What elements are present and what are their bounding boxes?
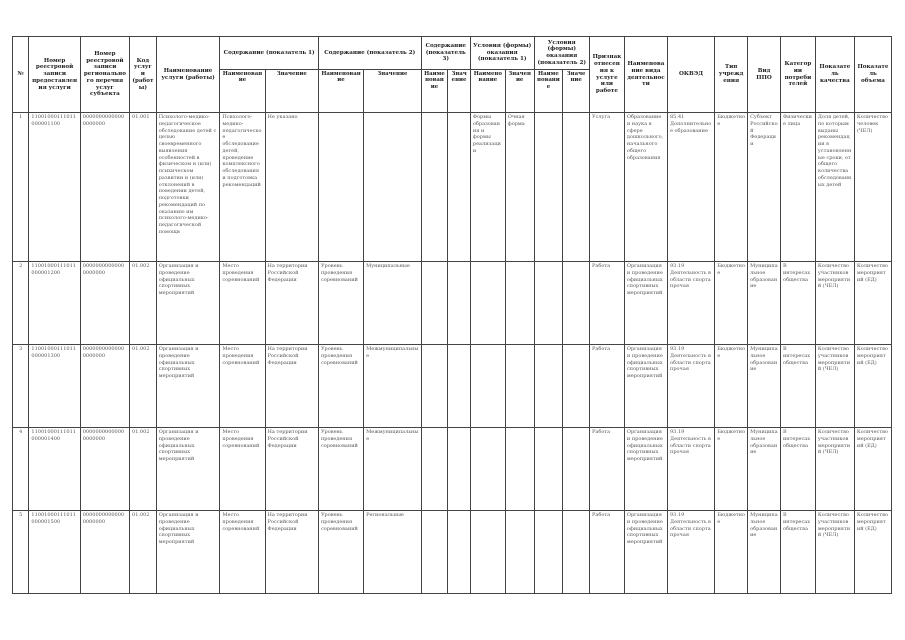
cell-cond2-value: [563, 262, 590, 345]
cell-consumers: В интересах общества: [780, 428, 815, 511]
cell-cond2-value: [563, 113, 590, 262]
cell-num: 3: [13, 345, 29, 428]
header-cond2-value: Значение: [563, 70, 590, 113]
cell-c2-name: Уровень проведения соревнований: [318, 428, 363, 511]
cell-volume: Количество человек (ЧЕЛ): [854, 113, 891, 262]
cell-activity: Организация и проведение официальных спортивных мероприятий: [624, 428, 667, 511]
cell-c1-value: На территории Российской Федерации: [265, 345, 318, 428]
cell-quality: Доля детей, по которым выданы рекомендации в установленные сроки, от общего количества обследованных детей: [815, 113, 854, 262]
header-activity: Наименование вида деятельности: [624, 37, 667, 113]
cell-name: Организация и проведение официальных спортивных мероприятий: [156, 428, 220, 511]
cell-c3-value: [448, 113, 471, 262]
cell-cond1-value: Очная форма: [505, 113, 534, 262]
cell-quality: Количество участников мероприятий (ЧЕЛ): [815, 511, 854, 594]
cell-cond2-name: [534, 113, 563, 262]
cell-c2-name: Уровень проведения соревнований: [318, 511, 363, 594]
cell-num: 4: [13, 428, 29, 511]
header-c3-name: Наименование: [421, 70, 448, 113]
cell-quality: Количество участников мероприятий (ЧЕЛ): [815, 428, 854, 511]
header-consumers: Категории потребителей: [780, 37, 815, 113]
cell-reg-number-subject: 00000000000000000000: [80, 428, 129, 511]
cell-num: 2: [13, 262, 29, 345]
cell-c3-value: [448, 345, 471, 428]
cell-cond1-value: [505, 428, 534, 511]
cell-name: Организация и проведение официальных спортивных мероприятий: [156, 262, 220, 345]
cell-cond1-name: [470, 511, 505, 594]
cell-supply: Бюджетное: [715, 345, 748, 428]
cell-reg-number-subject: 00000000000000000000: [80, 262, 129, 345]
header-volume: Показатель объема: [854, 37, 891, 113]
cell-cond1-name: Формы образования и формы реализации: [470, 113, 505, 262]
cell-ppo: Муниципальное образование: [748, 511, 781, 594]
cell-quality: Количество участников мероприятий (ЧЕЛ): [815, 262, 854, 345]
cell-okved: 93.19 Деятельность в области спорта прочая: [668, 262, 715, 345]
cell-activity: Организация и проведение официальных спортивных мероприятий: [624, 345, 667, 428]
cell-consumers: В интересах общества: [780, 262, 815, 345]
cell-cond2-value: [563, 511, 590, 594]
cell-c2-value: Межмуниципальные: [364, 345, 422, 428]
cell-ppo: Муниципальное образование: [748, 428, 781, 511]
cell-c2-name: Уровень проведения соревнований: [318, 262, 363, 345]
cell-c3-name: [421, 113, 448, 262]
header-c2-name: Наименование: [318, 70, 363, 113]
cell-c1-name: Психолого-медико-педагогическое обследование детей, проведение комплексного обследования и подготовка рекомендаций: [220, 113, 265, 262]
cell-cond1-name: [470, 262, 505, 345]
header-c3-value: Значение: [448, 70, 471, 113]
cell-okved: 93.19 Деятельность в области спорта прочая: [668, 345, 715, 428]
header-reg-number: Номер реестровой записи предоставления услуги: [29, 37, 80, 113]
cell-cond1-value: [505, 262, 534, 345]
cell-c1-value: Не указано: [265, 113, 318, 262]
cell-type: Работа: [589, 262, 624, 345]
cell-c1-name: Место проведения соревнований: [220, 345, 265, 428]
cell-cond1-value: [505, 345, 534, 428]
cell-type: Услуга: [589, 113, 624, 262]
header-content1: Содержание (показатель 1): [220, 37, 319, 70]
cell-activity: Организация и проведение официальных спортивных мероприятий: [624, 262, 667, 345]
header-c1-name: Наименование: [220, 70, 265, 113]
cell-quality: Количество участников мероприятий (ЧЕЛ): [815, 345, 854, 428]
cell-type: Работа: [589, 345, 624, 428]
cell-type: Работа: [589, 428, 624, 511]
header-content3: Содержание (показатель 3): [421, 37, 470, 70]
header-content2: Содержание (показатель 2): [318, 37, 421, 70]
cell-c2-value: Межмуниципальные: [364, 428, 422, 511]
cell-reg-number-subject: 00000000000000000000: [80, 511, 129, 594]
cell-code: 01.002: [130, 345, 157, 428]
cell-c3-name: [421, 262, 448, 345]
cell-cond2-value: [563, 345, 590, 428]
header-num: №: [13, 37, 29, 113]
cell-cond1-name: [470, 428, 505, 511]
header-cond1-name: Наименование: [470, 70, 505, 113]
cell-cond2-name: [534, 262, 563, 345]
cell-reg-number-subject: 00000000000000000000: [80, 113, 129, 262]
cell-activity: Образование и наука в сфере дошкольного, начального общего образования: [624, 113, 667, 262]
cell-c2-value: [364, 113, 422, 262]
header-code: Код услуги (работы): [130, 37, 157, 113]
cell-name: Организация и проведение официальных спортивных мероприятий: [156, 511, 220, 594]
cell-code: 01.001: [130, 113, 157, 262]
cell-code: 01.002: [130, 428, 157, 511]
header-reg-number-subject: Номер реестровой записи регионального перечня услуг субъекта: [80, 37, 129, 113]
cell-cond2-name: [534, 428, 563, 511]
cell-volume: Количество мероприятий (ЕД): [854, 345, 891, 428]
cell-c3-name: [421, 511, 448, 594]
header-c2-value: Значение: [364, 70, 422, 113]
cell-activity: Организация и проведение официальных спортивных мероприятий: [624, 511, 667, 594]
header-supply: Тип учреждения: [715, 37, 748, 113]
cell-cond1-value: [505, 511, 534, 594]
cell-okved: 93.19 Деятельность в области спорта прочая: [668, 428, 715, 511]
cell-okved: 93.19 Деятельность в области спорта прочая: [668, 511, 715, 594]
cell-name: Психолого-медико-педагогическое обследование детей с целью своевременного выявления особенностей в физическом и (или) психическом развитии и (или) отклонений в поведении детей, подготовки рекомендаций по оказанию им психолого-медико-педагогической помощи: [156, 113, 220, 262]
cell-reg-number: 11001000111011000001400: [29, 428, 80, 511]
cell-name: Организация и проведение официальных спортивных мероприятий: [156, 345, 220, 428]
cell-reg-number: 11001000111011000001300: [29, 345, 80, 428]
cell-ppo: Муниципальное образование: [748, 345, 781, 428]
cell-cond2-value: [563, 428, 590, 511]
cell-consumers: В интересах общества: [780, 345, 815, 428]
cell-reg-number: 11001000111011000001100: [29, 113, 80, 262]
cell-supply: Бюджетное: [715, 511, 748, 594]
cell-c3-name: [421, 428, 448, 511]
table-row: [13, 345, 892, 428]
cell-ppo: Субъект Российской Федерации: [748, 113, 781, 262]
header-quality: Показатель качества: [815, 37, 854, 113]
header-c1-value: Значение: [265, 70, 318, 113]
cell-supply: Бюджетное: [715, 113, 748, 262]
table-row: [13, 511, 892, 594]
cell-reg-number: 11001000111011000001200: [29, 262, 80, 345]
cell-type: Работа: [589, 511, 624, 594]
cell-c3-name: [421, 345, 448, 428]
cell-c3-value: [448, 262, 471, 345]
header-cond1: Условия (формы) оказания (показатель 1): [470, 37, 534, 70]
cell-volume: Количество мероприятий (ЕД): [854, 511, 891, 594]
cell-c1-value: На территории Российской Федерации: [265, 428, 318, 511]
cell-c1-name: Место проведения соревнований: [220, 511, 265, 594]
cell-cond1-name: [470, 345, 505, 428]
header-cond2-name: Наименование: [534, 70, 563, 113]
cell-c1-name: Место проведения соревнований: [220, 428, 265, 511]
header-ppo: Вид ППО: [748, 37, 781, 113]
cell-reg-number: 11001000111011000001500: [29, 511, 80, 594]
cell-c2-name: Уровень проведения соревнований: [318, 345, 363, 428]
registry-sheet: [12, 36, 892, 594]
table-row: [13, 262, 892, 345]
header-cond1-value: Значение: [505, 70, 534, 113]
cell-ppo: Муниципальное образование: [748, 262, 781, 345]
cell-c2-value: Региональные: [364, 511, 422, 594]
cell-c2-value: Муниципальные: [364, 262, 422, 345]
cell-c3-value: [448, 511, 471, 594]
cell-supply: Бюджетное: [715, 428, 748, 511]
header-cond2: Условия (формы) оказания (показатель 2): [534, 37, 589, 70]
cell-okved: 85.41 Дополнительное образование: [668, 113, 715, 262]
header-name: Наименование услуги (работы): [156, 37, 220, 113]
cell-c1-value: На территории Российской Федерации: [265, 262, 318, 345]
cell-volume: Количество мероприятий (ЕД): [854, 262, 891, 345]
cell-c2-name: [318, 113, 363, 262]
header-okved: ОКВЭД: [668, 37, 715, 113]
registry-table: [12, 36, 892, 594]
cell-c1-name: Место проведения соревнований: [220, 262, 265, 345]
table-row: [13, 428, 892, 511]
cell-reg-number-subject: 00000000000000000000: [80, 345, 129, 428]
cell-consumers: Физические лица: [780, 113, 815, 262]
cell-c1-value: На территории Российской Федерации: [265, 511, 318, 594]
cell-cond2-name: [534, 345, 563, 428]
cell-cond2-name: [534, 511, 563, 594]
table-row: [13, 113, 892, 262]
cell-code: 01.002: [130, 511, 157, 594]
cell-num: 1: [13, 113, 29, 262]
cell-num: 5: [13, 511, 29, 594]
cell-code: 01.002: [130, 262, 157, 345]
cell-c3-value: [448, 428, 471, 511]
cell-supply: Бюджетное: [715, 262, 748, 345]
cell-consumers: В интересах общества: [780, 511, 815, 594]
cell-volume: Количество мероприятий (ЕД): [854, 428, 891, 511]
header-type: Признак отнесения к услуге или работе: [589, 37, 624, 113]
